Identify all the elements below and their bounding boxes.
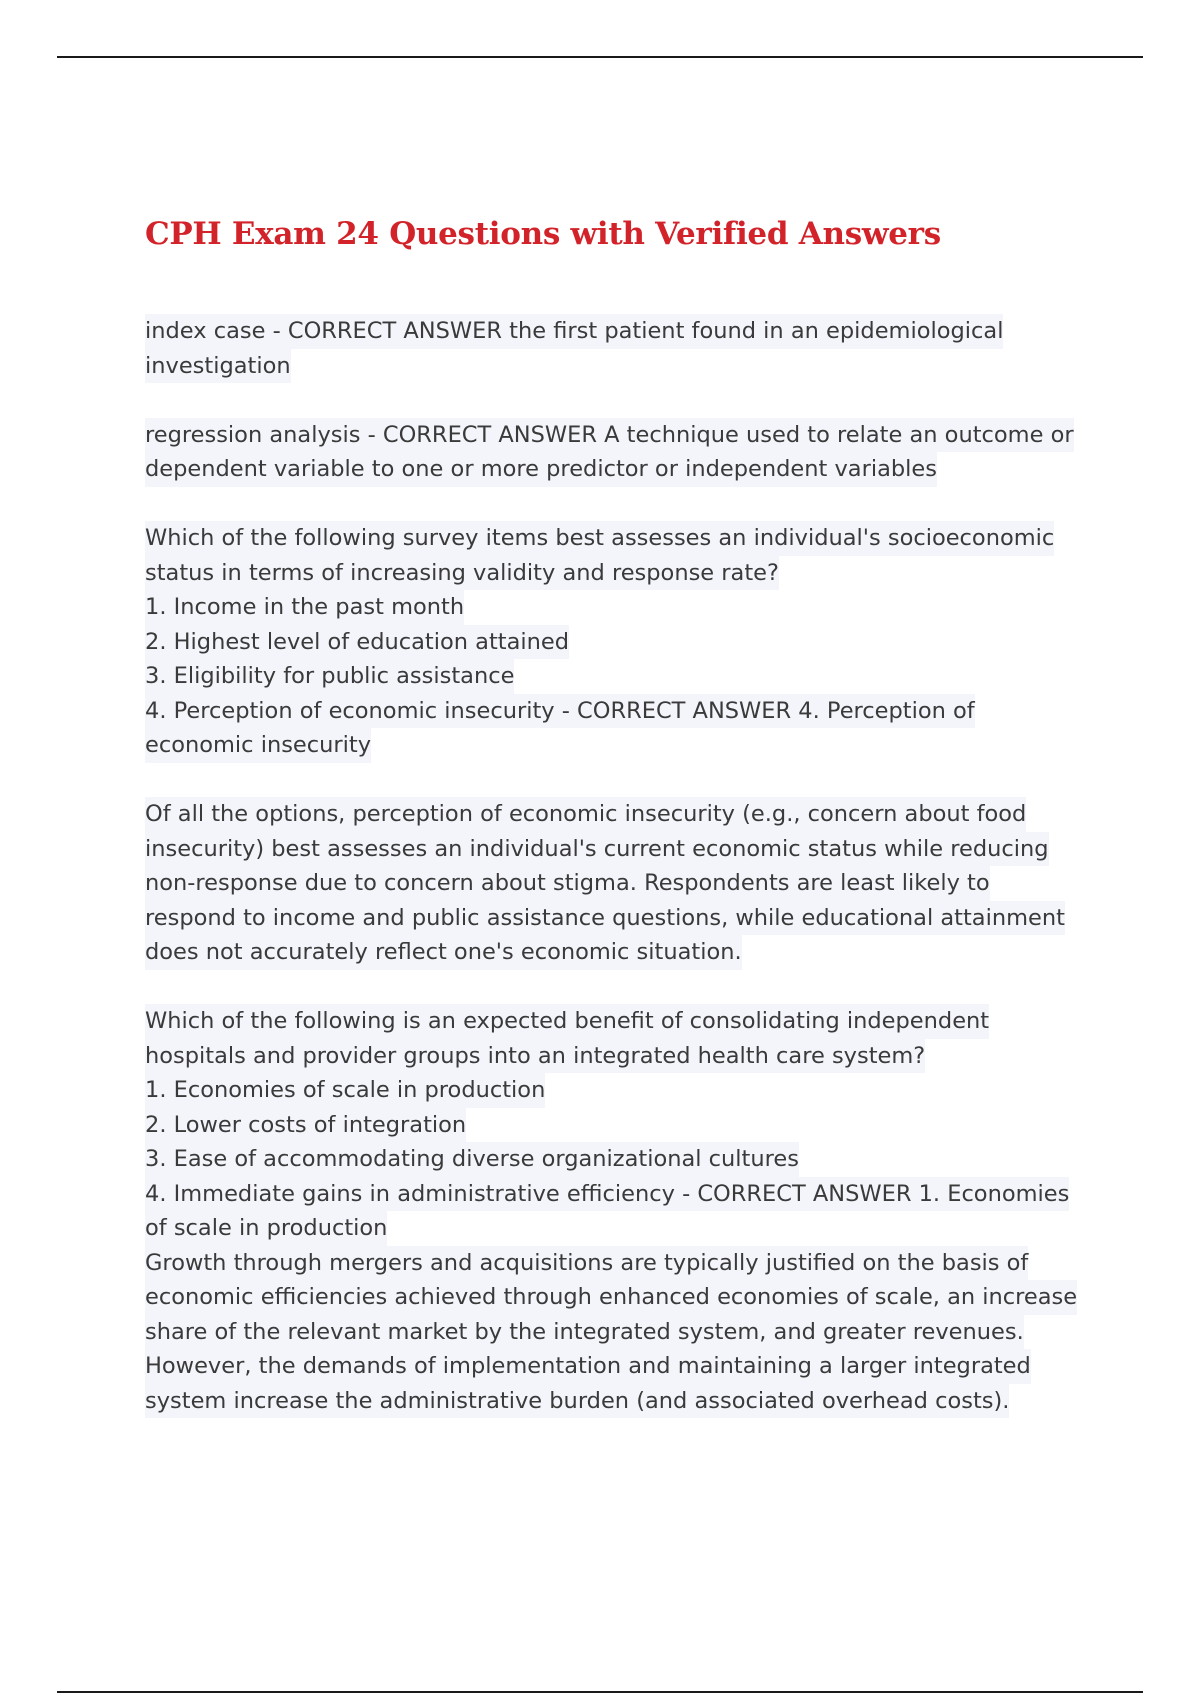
paragraph-gap — [145, 383, 1095, 418]
text-line: 1. Income in the past month — [145, 590, 464, 625]
text-line: Which of the following is an expected benefit of consolidating independent — [145, 1004, 989, 1039]
bottom-rule — [57, 1691, 1143, 1693]
text-line: Of all the options, perception of economic insecurity (e.g., concern about food — [145, 797, 1026, 832]
document-body — [145, 212, 1095, 1418]
paragraph-gap — [145, 763, 1095, 798]
text-line: dependent variable to one or more predictor or independent variables — [145, 452, 937, 487]
text-line: does not accurately reflect one's economic situation. — [145, 935, 742, 970]
text-line: regression analysis - CORRECT ANSWER A technique used to relate an outcome or — [145, 418, 1074, 453]
text-line: of scale in production — [145, 1211, 387, 1246]
text-line: 4. Immediate gains in administrative efficiency - CORRECT ANSWER 1. Economies — [145, 1177, 1069, 1212]
top-rule — [57, 56, 1143, 58]
text-line: Growth through mergers and acquisitions are typically justified on the basis of — [145, 1246, 1028, 1281]
document-title: CPH Exam 24 Questions with Verified Answers — [145, 216, 941, 252]
text-line: investigation — [145, 349, 291, 384]
text-line: 2. Lower costs of integration — [145, 1108, 466, 1143]
text-line: 4. Perception of economic insecurity - CORRECT ANSWER 4. Perception of — [145, 694, 975, 729]
text-block — [145, 314, 1095, 1418]
paragraph-gap — [145, 970, 1095, 1005]
text-line: share of the relevant market by the integrated system, and greater revenues. — [145, 1315, 1024, 1350]
text-line: index case - CORRECT ANSWER the first patient found in an epidemiological — [145, 314, 1003, 349]
text-line: However, the demands of implementation and maintaining a larger integrated — [145, 1349, 1031, 1384]
text-line: respond to income and public assistance questions, while educational attainment — [145, 901, 1065, 936]
text-line: insecurity) best assesses an individual's current economic status while reducing — [145, 832, 1049, 867]
text-line: 2. Highest level of education attained — [145, 625, 569, 660]
text-line: status in terms of increasing validity and response rate? — [145, 556, 779, 591]
text-line: economic insecurity — [145, 728, 371, 763]
paragraph-gap — [145, 487, 1095, 522]
text-line: Which of the following survey items best assesses an individual's socioeconomic — [145, 521, 1054, 556]
text-line: 3. Ease of accommodating diverse organizational cultures — [145, 1142, 799, 1177]
text-line: non-response due to concern about stigma. Respondents are least likely to — [145, 866, 990, 901]
text-line: economic efficiencies achieved through enhanced economies of scale, an increase — [145, 1280, 1077, 1315]
text-line: system increase the administrative burden (and associated overhead costs). — [145, 1384, 1009, 1419]
text-line: hospitals and provider groups into an integrated health care system? — [145, 1039, 925, 1074]
text-line: 3. Eligibility for public assistance — [145, 659, 514, 694]
text-line: 1. Economies of scale in production — [145, 1073, 545, 1108]
